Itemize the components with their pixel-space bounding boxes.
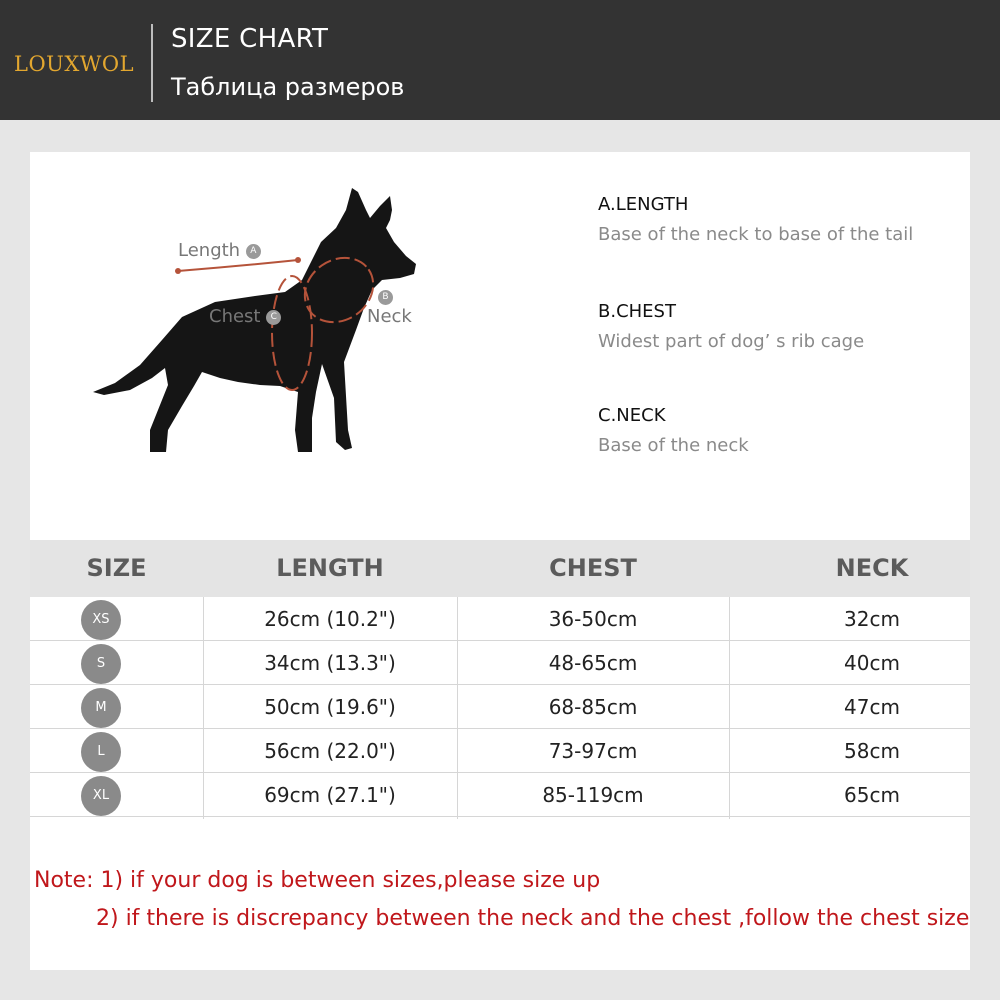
measure-neck bbox=[598, 405, 749, 456]
cell-neck: 65cm bbox=[844, 783, 900, 807]
cell-neck: 32cm bbox=[844, 607, 900, 631]
cell-length: 26cm (10.2") bbox=[264, 607, 396, 631]
cell-neck: 40cm bbox=[844, 651, 900, 675]
brand-logo: LOUXWOL bbox=[14, 52, 135, 76]
cell-chest: 48-65cm bbox=[548, 651, 638, 675]
cell-neck: 58cm bbox=[844, 739, 900, 763]
chest-label: Chest C bbox=[209, 306, 281, 327]
table-row bbox=[30, 685, 970, 729]
note-line-2: 2) if there is discrepancy between the neck and the chest ,follow the chest size bbox=[96, 906, 970, 931]
cell-neck: 47cm bbox=[844, 695, 900, 719]
cell-chest: 36-50cm bbox=[548, 607, 638, 631]
cell-length: 56cm (22.0") bbox=[264, 739, 396, 763]
cell-chest: 73-97cm bbox=[548, 739, 638, 763]
length-label: Length A bbox=[178, 240, 261, 261]
size-badge: M bbox=[81, 688, 121, 728]
header-divider bbox=[151, 24, 153, 102]
cell-chest: 85-119cm bbox=[542, 783, 644, 807]
table-row bbox=[30, 729, 970, 773]
neck-badge: B bbox=[378, 290, 393, 305]
neck-label: Neck bbox=[367, 306, 412, 327]
table-header bbox=[30, 540, 970, 597]
header-bar bbox=[0, 0, 1000, 120]
size-badge: S bbox=[81, 644, 121, 684]
chest-badge: C bbox=[266, 310, 281, 325]
measure-desc: Widest part of dog’ s rib cage bbox=[598, 331, 865, 352]
table-row bbox=[30, 773, 970, 817]
neck-badge-wrap bbox=[378, 286, 393, 307]
measure-length bbox=[598, 194, 913, 245]
note-line-1: Note: 1) if your dog is between sizes,please size up bbox=[34, 868, 601, 893]
page-title: SIZE CHART bbox=[171, 24, 329, 54]
table-row bbox=[30, 641, 970, 685]
header-chest: CHEST bbox=[549, 554, 637, 582]
size-badge: XL bbox=[81, 776, 121, 816]
size-chart-panel bbox=[30, 152, 970, 970]
measure-desc: Base of the neck bbox=[598, 435, 749, 456]
measure-desc: Base of the neck to base of the tail bbox=[598, 224, 914, 245]
header-length: LENGTH bbox=[276, 554, 384, 582]
measure-title: B.CHEST bbox=[598, 301, 676, 322]
cell-length: 34cm (13.3") bbox=[264, 651, 396, 675]
page-subtitle: Таблица размеров bbox=[171, 73, 405, 101]
header-size: SIZE bbox=[86, 554, 147, 582]
length-badge: A bbox=[246, 244, 261, 259]
header-neck: NECK bbox=[835, 554, 909, 582]
table-row bbox=[30, 597, 970, 641]
measure-title: A.LENGTH bbox=[598, 194, 689, 215]
length-line bbox=[178, 260, 298, 271]
measure-title: C.NECK bbox=[598, 405, 666, 426]
cell-length: 50cm (19.6") bbox=[264, 695, 396, 719]
size-badge: L bbox=[81, 732, 121, 772]
cell-chest: 68-85cm bbox=[548, 695, 638, 719]
size-badge: XS bbox=[81, 600, 121, 640]
measure-chest bbox=[598, 301, 864, 352]
cell-length: 69cm (27.1") bbox=[264, 783, 396, 807]
dog-diagram bbox=[90, 180, 450, 460]
